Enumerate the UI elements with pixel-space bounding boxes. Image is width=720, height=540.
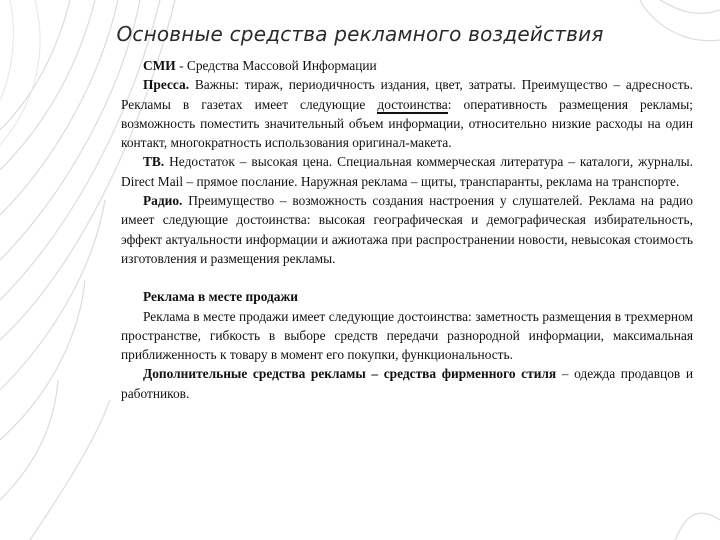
term-additional: Дополнительные средства рекламы – средства фирменного стиля	[143, 366, 557, 382]
spacer	[121, 268, 693, 287]
paragraph-point-of-sale: Реклама в месте продажи имеет следующие достоинства: заметность размещения в трехмерном пространстве, гибкость в выборе средств передачи разнородной информации, максимальная приближенность к товару в момент его покупки, функциональность.	[121, 308, 693, 363]
smi-definition: - Средства Массовой Информации	[175, 58, 377, 73]
term-tv: ТВ.	[143, 154, 165, 170]
press-text-after: : оперативность размещения рекламы; возможность поместить значительный объем информации, относительно низкие расходы на один контакт, многократность использования оригинал-макета.	[121, 96, 693, 151]
paragraph-tv	[121, 152, 693, 191]
press-text-before: Важны: тираж, периодичность издания, цвет, затраты. Преимущество – адресность. Рекламы в газетах имеет следующие	[121, 77, 693, 112]
press-underlined-word: достоинства	[377, 96, 448, 112]
slide-content	[121, 56, 693, 403]
radio-text: Преимущество – возможность создания настроения у слушателей. Реклама на радио имеет следующие достоинства: высокая географическая и демографическая избирательность, эффект актуальности информации и ажиотажа при распространении новости, невысокая стоимость изготовления и размещения рекламы.	[121, 193, 693, 266]
heading-point-of-sale	[121, 287, 693, 306]
tv-text: Недостаток – высокая цена. Специальная коммерческая литература – каталоги, журналы. Direct Mail – прямое послание. Наружная реклама – щиты, транспаранты, реклама на транспорте.	[121, 154, 693, 189]
term-smi: СМИ	[143, 58, 176, 73]
paragraph-additional	[121, 364, 693, 403]
point-of-sale-heading-text: Реклама в месте продажи	[143, 289, 298, 305]
paragraph-radio	[121, 191, 693, 268]
paragraph-press	[121, 75, 693, 152]
term-press: Пресса.	[143, 77, 190, 93]
additional-text: – одежда продавцов и работников.	[121, 366, 694, 401]
term-radio: Радио.	[143, 193, 183, 209]
paragraph-smi	[121, 56, 693, 75]
slide-title: Основные средства рекламного воздействия	[116, 22, 604, 46]
